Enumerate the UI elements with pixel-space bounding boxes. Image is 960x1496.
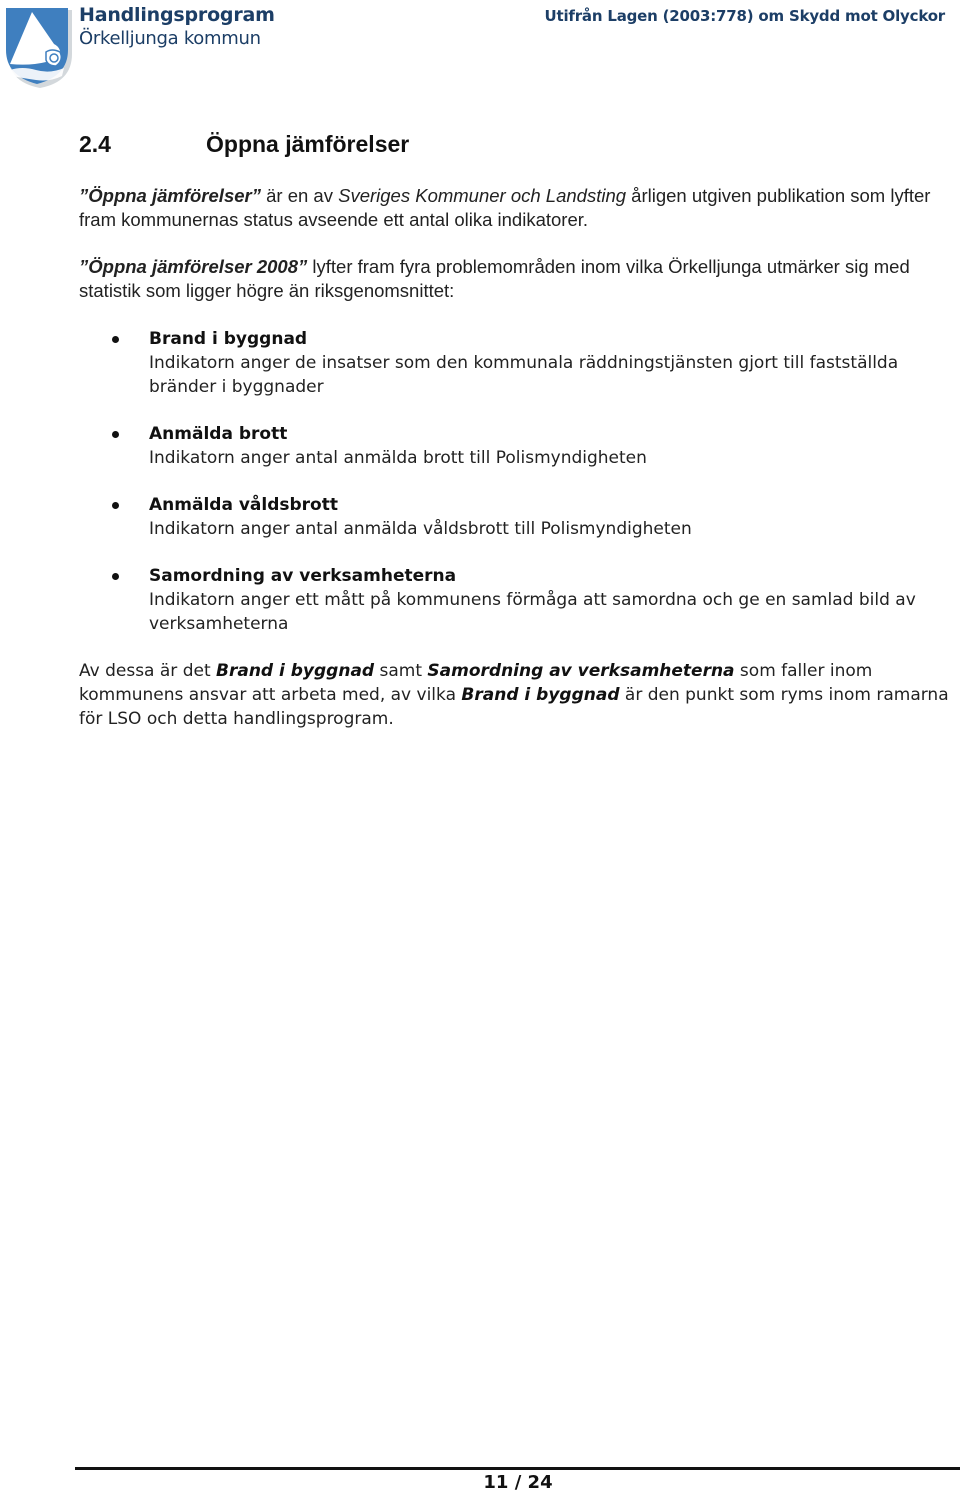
conclusion-paragraph <box>79 659 949 731</box>
organisation-name: Sveriges Kommuner och Landsting <box>338 185 627 206</box>
header-law-reference: Utifrån Lagen (2003:778) om Skydd mot Olyckor <box>544 7 945 25</box>
indicator-title: Anmälda våldsbrott <box>149 495 338 515</box>
paragraph-text: som faller inom kommunens ansvar att arbeta med, av vilka <box>79 661 873 705</box>
list-item <box>112 422 942 470</box>
municipal-coat-of-arms-icon <box>2 4 76 90</box>
footer-divider <box>75 1467 960 1470</box>
bullet-icon <box>112 431 119 438</box>
intro-paragraph <box>79 184 949 232</box>
paragraph-text: är den punkt som ryms inom ramarna för LSO och detta handlingsprogram. <box>79 685 949 729</box>
header-title: Handlingsprogram <box>79 4 275 26</box>
indicator-title: Brand i byggnad <box>149 329 308 349</box>
list-item <box>112 564 942 636</box>
paragraph-text: Av dessa är det <box>79 661 217 681</box>
indicator-list <box>112 327 942 659</box>
paragraph-text: är en av <box>260 185 339 206</box>
bullet-icon <box>112 502 119 509</box>
paragraph-text: samt <box>374 661 428 681</box>
bullet-icon <box>112 573 119 580</box>
paragraph-text: lyfter fram fyra problemområden inom vilka Örkelljunga utmärker sig med statistik som ligger högre än riksgenomsnittet: <box>79 256 910 301</box>
indicator-title: Anmälda brott <box>149 424 288 444</box>
publication-name-2008: ”Öppna jämförelser 2008” <box>79 256 308 277</box>
section-number: 2.4 <box>79 131 111 157</box>
emphasis-brand: Brand i byggnad <box>461 685 620 705</box>
emphasis-brand: Brand i byggnad <box>216 661 375 681</box>
publication-name: ”Öppna jämförelser” <box>79 185 261 206</box>
list-item <box>112 493 942 541</box>
indicator-description: Indikatorn anger de insatser som den kommunala räddningstjänsten gjort till fastställda bränder i byggnader <box>149 353 899 397</box>
section-heading <box>79 131 409 158</box>
page-number: 11 / 24 <box>483 1472 553 1493</box>
indicator-description: Indikatorn anger antal anmälda brott till Polismyndigheten <box>149 448 647 468</box>
bullet-icon <box>112 336 119 343</box>
section-title: Öppna jämförelser <box>206 131 410 157</box>
list-item <box>112 327 942 399</box>
paragraph-text: årligen utgiven publikation som lyfter fram kommunernas status avseende ett antal olika indikatorer. <box>79 185 931 230</box>
emphasis-samordning: Samordning av verksamheterna <box>427 661 735 681</box>
indicator-description: Indikatorn anger antal anmälda våldsbrott till Polismyndigheten <box>149 519 692 539</box>
indicator-description: Indikatorn anger ett mått på kommunens förmåga att samordna och ge en samlad bild av verksamheterna <box>149 590 916 634</box>
problem-areas-paragraph <box>79 255 949 303</box>
header-subtitle: Örkelljunga kommun <box>79 28 261 49</box>
indicator-title: Samordning av verksamheterna <box>149 566 457 586</box>
